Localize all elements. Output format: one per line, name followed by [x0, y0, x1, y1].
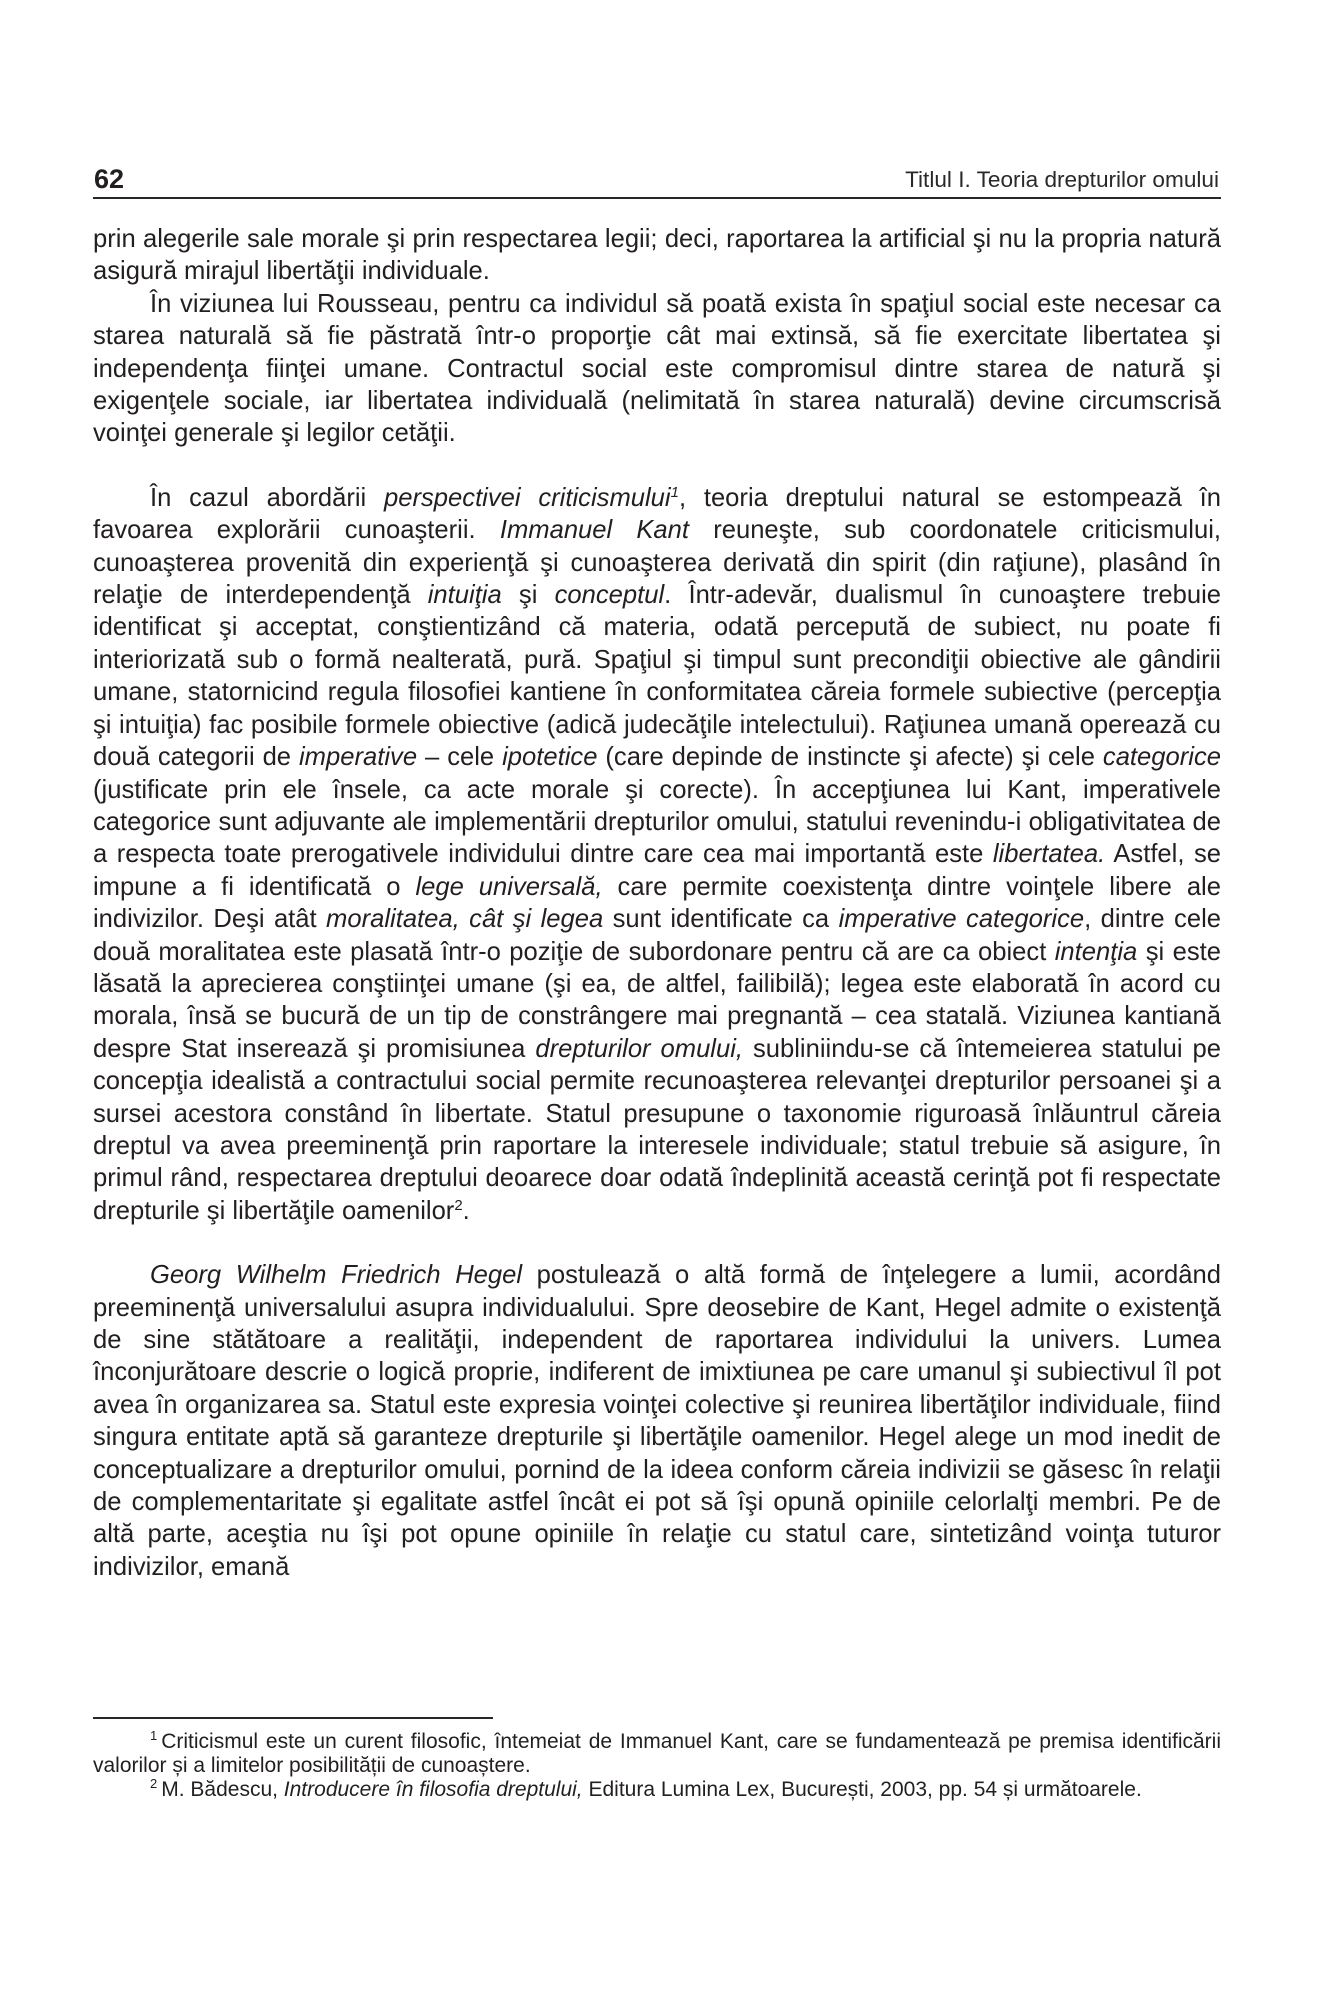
text-run: postulează o altă formă de înţelegere a lumii, acordând preeminenţă universalului asupra individualului. Spre deosebire de Kant, Hegel admite o existenţă de sine stătătoare a realităţii, independent de raportarea individului la univers. Lumea înconjurătoare descrie o logică proprie, indiferent de imixtiunea pe care umanul şi subiectivul îl pot avea în organizarea sa. Statul este expresia voinţei colective şi reunirea libertăţilor individuale, fiind singura entitate aptă să garanteze drepturile şi libertăţile oamenilor. Hegel alege un mod inedit de conceptualizare a drepturilor omului, pornind de la ideea conform căreia indivizii se găsesc în relaţii de complementaritate şi egalitate astfel încât ei pot să îşi opună opiniile celorlalţi membri. Pe de altă parte, aceştia nu îşi pot opune opiniile în relaţie cu statul care, sintetizând voinţa tuturor indivizilor, emană [93, 1261, 1221, 1581]
text-run: şi [501, 581, 555, 610]
emphasized-text: perspectivei criticismului [384, 483, 671, 512]
text-run: Astfel, se impune a fi identificată o [93, 840, 1221, 901]
footnote-2 [93, 1778, 1221, 1802]
footnote-1 [93, 1730, 1221, 1778]
text-run: În viziunea lui Rousseau, pentru ca individul să poată exista în spaţiul social este necesar ca starea naturală să fie păstrată într-o proporţie cât mai extinsă, să fie exercitate libertatea şi independenţa fiinţei umane. Contractul social este compromisul dintre starea de natură şi exigenţele sociale, iar libertatea individuală (nelimitată în starea naturală) devine circumscrisă voinţei generale şi legilor cetăţii. [93, 289, 1221, 448]
emphasized-text: ipotetice [502, 743, 598, 772]
text-run: M. Bădescu, [161, 1778, 284, 1801]
text-run: , teoria dreptului natural se estompează în favoarea explorării cunoaşterii. [93, 483, 1221, 545]
text-run: – cele [417, 743, 503, 772]
emphasized-text: imperative [299, 743, 418, 772]
emphasized-text: imperative categorice [838, 905, 1085, 934]
text-run: Editura Lumina Lex, București, 2003, pp. 54 și următoarele. [582, 1778, 1142, 1801]
text-run: prin alegerile sale morale şi prin respectarea legii; deci, raportarea la artificial şi nu la propria natură asigură mirajul libertăţii individuale. [93, 225, 1221, 286]
running-header [93, 163, 1221, 199]
text-run: sunt identificate ca [603, 905, 839, 934]
emphasized-text: Introducere în filosofia dreptului, [283, 1778, 583, 1801]
text-run: (justificate prin ele însele, ca acte morale şi corecte). În accepţiunea lui Kant, imperativele categorice sunt adjuvante ale implementării drepturilor omului, statului revenindu-i obligativitatea de a respecta toate prerogativele individului dintre care cea mai importantă este [93, 775, 1221, 869]
paragraph-p2 [93, 288, 1221, 450]
emphasized-text: libertatea. [992, 840, 1106, 869]
emphasized-text: Immanuel Kant [499, 516, 690, 545]
emphasized-text: conceptul [554, 581, 665, 610]
footnote-marker: 2 [150, 1776, 158, 1791]
footnote-reference[interactable]: 1 [670, 483, 679, 501]
footnotes [93, 1730, 1221, 1802]
emphasized-text: Georg Wilhelm Friedrich Hegel [150, 1261, 523, 1290]
paragraph-p3 [93, 482, 1221, 1227]
footnote-marker: 1 [150, 1728, 158, 1743]
text-run: În cazul abordării [150, 483, 385, 512]
text-run: care permite coexistenţa dintre voinţele libere ale indivizilor. Deşi atât [93, 872, 1221, 934]
emphasized-text: categorice [1102, 743, 1221, 772]
emphasized-text: moralitatea, cât şi legea [326, 905, 604, 934]
text-run: (care depinde de instincte şi afecte) şi cele [597, 743, 1103, 772]
paragraph-p4 [93, 1259, 1221, 1583]
footnote-separator [93, 1717, 493, 1719]
text-run: Criticismul este un curent filosofic, întemeiat de Immanuel Kant, care se fundamentează pe premisa identificării valorilor și a limitelor posibilității de cunoaștere. [93, 1730, 1221, 1777]
text-run: şi este lăsată la aprecierea conştiinţei umane (şi ea, de altfel, failibilă); legea este elaborată în acord cu morala, însă se bucură de un tip de constrângere mai pregnantă – cea statală. Viziunea kantiană despre Stat inserează şi promisiunea [93, 937, 1221, 1063]
emphasized-text: intenţia [1054, 937, 1138, 966]
paragraph-p1 [93, 223, 1221, 288]
running-title: Titlul I. Teoria drepturilor omului [905, 167, 1219, 192]
body-text [93, 223, 1221, 1583]
footnote-reference[interactable]: 2 [454, 1196, 463, 1214]
text-run: subliniindu-se că întemeierea statului pe concepţia idealistă a contractului social permite recunoaşterea relevanţei drepturilor persoanei şi a sursei acestora constând în libertate. Statul presupune o taxonomie riguroasă înlăuntrul căreia dreptul va avea preeminenţă prin raportare la interesele individuale; statul trebuie să asigure, în primul rând, respectarea dreptului deoarece doar odată îndeplinită această cerinţă pot fi respectate drepturile şi libertăţile oamenilor [93, 1034, 1221, 1225]
page-number: 62 [94, 164, 125, 194]
emphasized-text: drepturilor omului, [535, 1034, 744, 1063]
text-run: reuneşte, sub coordonatele criticismului, cunoaşterea provenită din experienţă şi cunoaşterea derivată din spirit (din raţiune), plasând în relaţie de interdependenţă [93, 516, 1222, 610]
emphasized-text: lege universală, [415, 872, 603, 901]
text-run: , dintre cele două moralitatea este plasată într-o poziţie de subordonare pentru că are ca obiect [93, 905, 1221, 966]
emphasized-text: intuiţia [427, 581, 502, 610]
text-run: . [462, 1196, 470, 1225]
text-run: . Într-adevăr, dualismul în cunoaştere trebuie identificat şi acceptat, conştientizând că materia, odată percepută de subiect, nu poate fi interiorizată sub o formă nealterată, pură. Spaţiul şi timpul sunt precondiţii obiective ale gândirii umane, statornicind regula filosofiei kantiene în conformitatea căreia formele subiective (percepţia şi intuiţia) fac posibile formele obiective (adică judecăţile intelectului). Raţiunea umană operează cu două categorii de [93, 581, 1221, 772]
